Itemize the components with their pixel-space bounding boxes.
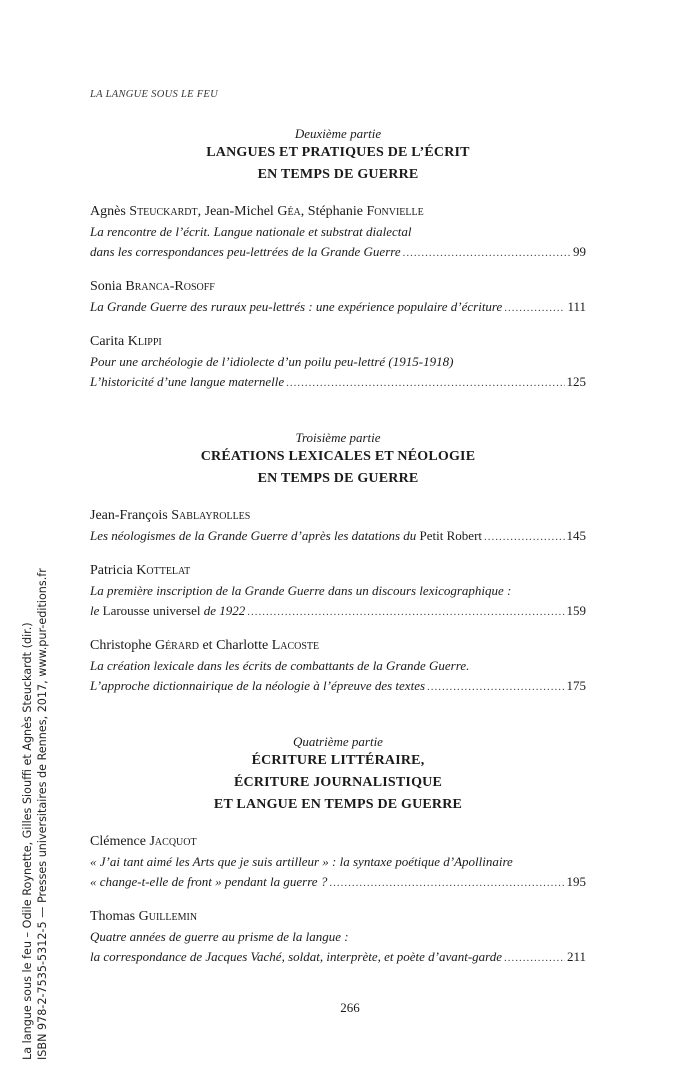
dot-leader bbox=[286, 373, 564, 393]
entry-authors bbox=[90, 506, 586, 526]
author-given-name: Carita bbox=[90, 334, 125, 349]
entry-title-line bbox=[90, 526, 586, 547]
title-text: La création lexicale dans les écrits de combattants de la Grande Guerre. bbox=[90, 658, 470, 673]
part-label: Troisième partie bbox=[295, 430, 381, 445]
entry-authors bbox=[90, 277, 586, 297]
title-text: La rencontre de l’écrit. Langue nationale et substrat dialectal bbox=[90, 224, 412, 239]
page-reference: 211 bbox=[566, 949, 586, 964]
entry-title-line bbox=[90, 242, 586, 263]
author-separator: , bbox=[197, 204, 205, 219]
entry-title-text bbox=[90, 656, 469, 676]
part-title-line: ÉCRITURE JOURNALISTIQUE bbox=[233, 775, 443, 790]
part-header bbox=[90, 429, 586, 490]
entry-title-text bbox=[90, 947, 502, 967]
dot-leader bbox=[403, 243, 571, 263]
entry-title-line bbox=[90, 947, 586, 968]
entry-title-line bbox=[90, 581, 586, 601]
title-text: dans les correspondances peu-lettrées de la Grande Guerre bbox=[90, 244, 401, 259]
title-upright-part: Petit Robert bbox=[416, 528, 483, 543]
title-text: Pour une archéologie de l’idiolecte d’un poilu peu-lettré (1915-1918) bbox=[90, 354, 454, 369]
entry-title-text bbox=[90, 872, 327, 892]
entry-title-text bbox=[90, 676, 425, 696]
part-header bbox=[90, 125, 586, 186]
title-text: L’historicité d’une langue maternelle bbox=[90, 374, 285, 389]
author-given-name: Agnès bbox=[90, 204, 126, 219]
title-text: Quatre années de guerre au prisme de la langue : bbox=[90, 929, 349, 944]
entry-title-text bbox=[90, 297, 502, 317]
author-separator: , bbox=[300, 204, 308, 219]
table-of-contents bbox=[90, 125, 586, 982]
dot-leader bbox=[504, 948, 565, 968]
part-title-line: ET LANGUE EN TEMPS DE GUERRE bbox=[213, 797, 463, 812]
toc-entry bbox=[90, 832, 586, 893]
page-reference: 111 bbox=[567, 299, 586, 314]
entry-title-text bbox=[90, 242, 401, 262]
author-family-name: Branca-Rosoff bbox=[125, 279, 215, 294]
part-separator bbox=[90, 407, 586, 429]
entry-title-line bbox=[90, 927, 586, 947]
side-note-line-2: ISBN 978-2-7535-5312-5 — Presses universitaires de Rennes, 2017, www.pur-editions.fr bbox=[36, 568, 49, 1060]
part-separator bbox=[90, 711, 586, 733]
entry-title-text bbox=[90, 581, 511, 601]
entry-title-text bbox=[90, 852, 513, 872]
entry-authors bbox=[90, 636, 586, 656]
author-given-name: Jean-Michel bbox=[204, 204, 274, 219]
author-family-name: Steuckardt bbox=[129, 204, 198, 219]
entry-title-text bbox=[90, 927, 349, 947]
page-reference: 99 bbox=[573, 244, 586, 259]
toc-entry bbox=[90, 561, 586, 622]
author-family-name: Guillemin bbox=[138, 909, 198, 924]
part-title-line: EN TEMPS DE GUERRE bbox=[257, 167, 419, 182]
entry-title-text bbox=[90, 526, 482, 546]
title-text: « change-t-elle de front » pendant la guerre ? bbox=[90, 874, 328, 889]
part-title-line: CRÉATIONS LEXICALES ET NÉOLOGIE bbox=[200, 449, 476, 464]
entry-title-line bbox=[90, 372, 586, 393]
toc-entry bbox=[90, 506, 586, 547]
part-title-line: EN TEMPS DE GUERRE bbox=[257, 471, 419, 486]
author-family-name: Gérard bbox=[154, 638, 199, 653]
entry-title-text bbox=[90, 222, 411, 242]
entry-authors bbox=[90, 832, 586, 852]
toc-entry bbox=[90, 202, 586, 263]
page-reference: 125 bbox=[566, 374, 586, 389]
entry-title-text bbox=[90, 601, 245, 621]
dot-leader bbox=[247, 602, 564, 622]
entry-title-line bbox=[90, 601, 586, 622]
entry-authors bbox=[90, 332, 586, 352]
part-header bbox=[90, 733, 586, 816]
page-number: 266 bbox=[340, 1000, 360, 1015]
entry-authors bbox=[90, 561, 586, 581]
part-title-line: LANGUES ET PRATIQUES DE L’ÉCRIT bbox=[206, 145, 470, 160]
dot-leader bbox=[484, 527, 564, 547]
entry-title-line bbox=[90, 676, 586, 697]
author-family-name: Géa bbox=[277, 204, 301, 219]
title-text: La Grande Guerre des ruraux peu-lettrés : une expérience populaire d’écriture bbox=[90, 299, 503, 314]
toc-entry bbox=[90, 277, 586, 318]
title-text: la correspondance de Jacques Vaché, soldat, interprète, et poète d’avant-garde bbox=[90, 949, 503, 964]
dot-leader bbox=[504, 298, 565, 318]
entry-title-line bbox=[90, 852, 586, 872]
author-family-name: Fonvielle bbox=[366, 204, 424, 219]
part-title-line: ÉCRITURE LITTÉRAIRE, bbox=[251, 753, 425, 768]
entry-title-text bbox=[90, 372, 284, 392]
author-family-name: Sablayrolles bbox=[171, 508, 251, 523]
side-note-line-1: La langue sous le feu – Odile Roynette, Gilles Siouffi et Agnès Steuckardt (dir.) bbox=[21, 622, 34, 1060]
toc-entry bbox=[90, 332, 586, 393]
entry-title-line bbox=[90, 656, 586, 676]
title-text: « J’ai tant aimé les Arts que je suis artilleur » : la syntaxe poétique d’Apollinaire bbox=[90, 854, 513, 869]
entry-title-line bbox=[90, 222, 586, 242]
author-family-name: Kottelat bbox=[136, 563, 191, 578]
entry-title-line bbox=[90, 297, 586, 318]
entry-title-line bbox=[90, 352, 586, 372]
dot-leader bbox=[427, 677, 564, 697]
author-given-name: Christophe bbox=[90, 638, 152, 653]
entry-authors bbox=[90, 202, 586, 222]
entry-title-text bbox=[90, 352, 453, 372]
entry-authors bbox=[90, 907, 586, 927]
side-copyright-note bbox=[20, 568, 50, 1060]
page-reference: 175 bbox=[566, 678, 586, 693]
toc-entry bbox=[90, 907, 586, 968]
author-given-name: Thomas bbox=[90, 909, 136, 924]
author-given-name: Clémence bbox=[90, 834, 146, 849]
author-family-name: Klippi bbox=[127, 334, 162, 349]
author-family-name: Lacoste bbox=[271, 638, 320, 653]
running-head: LA LANGUE SOUS LE FEU bbox=[90, 89, 219, 100]
title-text: L’approche dictionnairique de la néologie à l’épreuve des textes bbox=[90, 678, 426, 693]
page-reference: 159 bbox=[566, 603, 586, 618]
title-text: La première inscription de la Grande Guerre dans un discours lexicographique : bbox=[90, 583, 512, 598]
author-separator: et bbox=[198, 638, 217, 653]
part-label: Quatrième partie bbox=[293, 734, 383, 749]
author-given-name: Sonia bbox=[90, 279, 122, 294]
title-text: Les néologismes de la Grande Guerre d’après les datations du bbox=[90, 528, 417, 543]
page-reference: 195 bbox=[566, 874, 586, 889]
author-family-name: Jacquot bbox=[149, 834, 197, 849]
title-prefix: le bbox=[90, 603, 100, 618]
toc-entry bbox=[90, 636, 586, 697]
author-given-name: Stéphanie bbox=[307, 204, 363, 219]
author-given-name: Patricia bbox=[90, 563, 133, 578]
title-text: de 1922 bbox=[203, 603, 246, 618]
dot-leader bbox=[329, 873, 564, 893]
author-given-name: Charlotte bbox=[216, 638, 269, 653]
page-reference: 145 bbox=[566, 528, 586, 543]
title-upright-part: Larousse universel bbox=[99, 603, 204, 618]
part-label: Deuxième partie bbox=[294, 126, 382, 141]
entry-title-line bbox=[90, 872, 586, 893]
author-given-name: Jean-François bbox=[90, 508, 168, 523]
